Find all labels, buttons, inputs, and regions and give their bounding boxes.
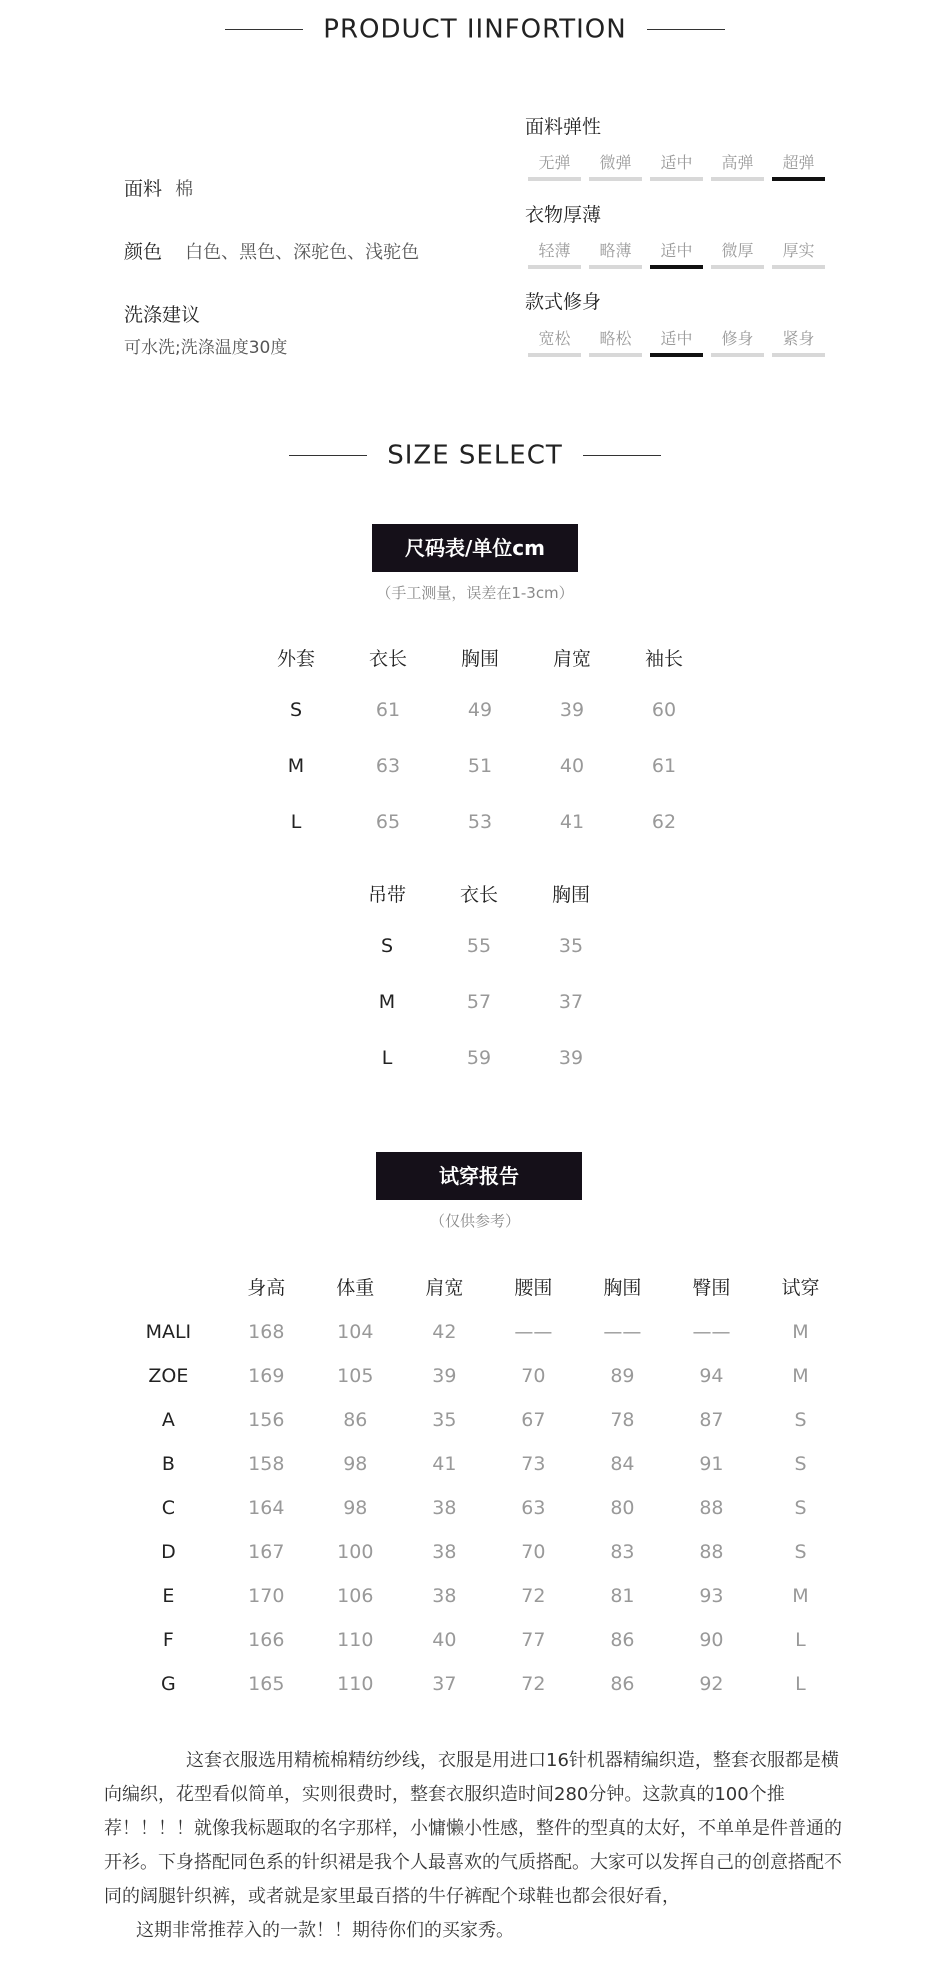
coat-size-table — [250, 632, 710, 850]
fit-scale — [528, 326, 833, 357]
fabric-value: 棉 — [175, 179, 194, 200]
table-cell: 39 — [432, 1365, 457, 1387]
fit-report-badge: 试穿报告 — [376, 1152, 582, 1200]
table-cell: 89 — [610, 1365, 635, 1387]
table-cell: 57 — [466, 991, 492, 1013]
table-cell: 62 — [651, 811, 677, 833]
table-row — [115, 1486, 845, 1530]
table-cell: 156 — [248, 1409, 285, 1431]
thickness-scale — [528, 238, 833, 269]
table-header-row — [250, 632, 710, 682]
table-cell: 169 — [248, 1365, 285, 1387]
table-cell: M — [792, 1365, 809, 1387]
table-row — [341, 1030, 617, 1086]
table-cell: 38 — [432, 1497, 457, 1519]
scale-option — [589, 150, 642, 181]
size-chart-note: （手工测量，误差在1-3cm） — [376, 584, 574, 602]
scale-option — [589, 238, 642, 269]
scale-option — [711, 238, 764, 269]
table-cell: 55 — [466, 935, 492, 957]
title-rule-left — [225, 29, 303, 30]
scale-bar — [711, 353, 764, 357]
table-cell: S — [794, 1497, 807, 1519]
column-header: 身高 — [247, 1276, 286, 1299]
table-row — [341, 918, 617, 974]
table-cell: 165 — [248, 1673, 285, 1695]
size-chart-badge: 尺码表/单位cm — [372, 524, 578, 572]
scale-option — [650, 150, 703, 181]
table-cell: 39 — [559, 699, 585, 721]
table-row — [115, 1354, 845, 1398]
scale-option-label: 无弹 — [538, 153, 571, 172]
scale-bar — [711, 177, 764, 181]
column-header: 外套 — [276, 647, 315, 670]
scale-option — [772, 238, 825, 269]
scale-option-label: 略松 — [599, 329, 632, 348]
table-row — [250, 738, 710, 794]
column-header: 衣长 — [459, 883, 498, 906]
scale-option — [772, 150, 825, 181]
table-cell: 72 — [521, 1585, 546, 1607]
scale-option-label: 高弹 — [721, 153, 754, 172]
table-cell: 88 — [699, 1541, 724, 1563]
table-row — [115, 1442, 845, 1486]
column-header: 胸围 — [460, 647, 499, 670]
table-cell: 59 — [466, 1047, 492, 1069]
scale-bar — [772, 353, 825, 357]
attr-title-thickness: 衣物厚薄 — [525, 204, 602, 226]
column-header: 胸围 — [603, 1276, 642, 1299]
color-value: 白色、黑色、深驼色、浅驼色 — [185, 242, 420, 263]
table-cell: 100 — [337, 1541, 374, 1563]
scale-bar — [589, 177, 642, 181]
scale-option-label: 宽松 — [538, 329, 571, 348]
scale-option — [772, 326, 825, 357]
scale-bar-selected — [650, 353, 703, 357]
scale-option — [528, 238, 581, 269]
table-cell: 40 — [432, 1629, 457, 1651]
size-select-title: SIZE SELECT — [0, 440, 950, 471]
scale-option — [711, 150, 764, 181]
table-row — [250, 794, 710, 850]
title-rule-right — [647, 29, 725, 30]
title-rule-left — [289, 455, 367, 456]
table-cell: 86 — [610, 1629, 635, 1651]
attr-title-fit: 款式修身 — [525, 291, 602, 313]
table-row — [115, 1662, 845, 1706]
table-cell: 106 — [337, 1585, 374, 1607]
table-cell: 78 — [610, 1409, 635, 1431]
product-info-title: PRODUCT IINFORTION — [0, 14, 950, 45]
row-label: A — [161, 1409, 175, 1431]
table-cell: 38 — [432, 1541, 457, 1563]
scale-option — [589, 326, 642, 357]
table-cell: 41 — [432, 1453, 457, 1475]
product-description — [104, 1744, 846, 1948]
table-cell: 61 — [375, 699, 401, 721]
attr-title-elasticity: 面料弹性 — [525, 116, 602, 138]
table-cell: 49 — [467, 699, 493, 721]
column-header: 衣长 — [368, 647, 407, 670]
scale-option-label: 厚实 — [782, 241, 815, 260]
table-cell: 63 — [375, 755, 401, 777]
table-cell: 39 — [558, 1047, 584, 1069]
table-cell: 67 — [521, 1409, 546, 1431]
table-cell: 90 — [699, 1629, 724, 1651]
column-header: 试穿 — [781, 1276, 820, 1299]
row-label: C — [161, 1497, 176, 1519]
table-cell: 65 — [375, 811, 401, 833]
row-label: MALI — [145, 1321, 192, 1343]
column-header: 胸围 — [551, 883, 590, 906]
table-cell: 38 — [432, 1585, 457, 1607]
row-label: S — [289, 699, 303, 721]
row-label: L — [381, 1047, 393, 1069]
table-header-row — [115, 1262, 845, 1310]
table-cell: 37 — [432, 1673, 457, 1695]
table-cell: —— — [692, 1321, 731, 1343]
table-cell: 42 — [432, 1321, 457, 1343]
table-cell: 70 — [521, 1365, 546, 1387]
table-cell: 51 — [467, 755, 493, 777]
table-cell: 98 — [343, 1497, 368, 1519]
column-header: 臀围 — [692, 1276, 731, 1299]
column-header: 腰围 — [514, 1276, 553, 1299]
color-label: 颜色 — [124, 241, 163, 263]
table-cell: S — [794, 1453, 807, 1475]
table-cell: 70 — [521, 1541, 546, 1563]
scale-option — [528, 326, 581, 357]
scale-option-label: 轻薄 — [538, 241, 571, 260]
scale-option — [528, 150, 581, 181]
wash-value: 可水洗;洗涤温度30度 — [124, 338, 288, 358]
table-cell: 40 — [559, 755, 585, 777]
table-cell: 35 — [432, 1409, 457, 1431]
column-header: 肩宽 — [552, 647, 591, 670]
scale-bar — [589, 353, 642, 357]
scale-bar — [528, 177, 581, 181]
scale-bar — [711, 265, 764, 269]
row-label: M — [287, 755, 305, 777]
table-cell: L — [795, 1629, 806, 1651]
table-cell: 88 — [699, 1497, 724, 1519]
scale-bar — [589, 265, 642, 269]
table-header-row — [341, 868, 617, 918]
table-cell: 72 — [521, 1673, 546, 1695]
title-rule-right — [583, 455, 661, 456]
scale-bar-selected — [772, 177, 825, 181]
table-cell: 83 — [610, 1541, 635, 1563]
scale-option-label: 超弹 — [782, 153, 815, 172]
table-cell: 87 — [699, 1409, 724, 1431]
scale-option-label: 适中 — [660, 153, 693, 172]
table-cell: 61 — [651, 755, 677, 777]
table-row — [115, 1618, 845, 1662]
scale-bar-selected — [650, 265, 703, 269]
table-cell: 105 — [337, 1365, 374, 1387]
table-cell: 35 — [558, 935, 584, 957]
table-cell: —— — [514, 1321, 553, 1343]
table-cell: 110 — [337, 1673, 374, 1695]
description-closing: 这期非常推荐入的一款！！期待你们的买家秀。 — [136, 1920, 514, 1941]
description-paragraph: 这套衣服选用精梳棉精纺纱线，衣服是用进口16针机器精编织造，整套衣服都是横向编织，花型看似简单，实则很费时，整套衣服织造时间280分钟。这款真的100个推荐！！！！就像我标题取的名字那样，小慵懒小性感，整件的型真的太好，不单单是件普通的开衫。下身搭配同色系的针织裙是我个人最喜欢的气质搭配。大家可以发挥自己的创意搭配不同的阔腿针织裤，或者就是家里最百搭的牛仔裤配个球鞋也都会很好看， — [104, 1750, 842, 1907]
table-cell: 170 — [248, 1585, 285, 1607]
table-cell: 60 — [651, 699, 677, 721]
table-cell: 84 — [610, 1453, 635, 1475]
table-cell: S — [794, 1541, 807, 1563]
table-cell: 166 — [248, 1629, 285, 1651]
table-cell: 63 — [521, 1497, 546, 1519]
table-cell: 37 — [558, 991, 584, 1013]
row-label: B — [161, 1453, 175, 1475]
scale-option-label: 紧身 — [782, 329, 815, 348]
scale-option — [711, 326, 764, 357]
column-header: 体重 — [336, 1276, 375, 1299]
table-cell: 98 — [343, 1453, 368, 1475]
row-label: E — [162, 1585, 175, 1607]
fit-report-table — [115, 1262, 845, 1706]
table-cell: 110 — [337, 1629, 374, 1651]
scale-option-label: 微弹 — [599, 153, 632, 172]
row-label: F — [162, 1629, 174, 1651]
wash-row — [124, 300, 287, 358]
scale-option-label: 适中 — [660, 329, 693, 348]
table-cell: 80 — [610, 1497, 635, 1519]
column-header: 肩宽 — [425, 1276, 464, 1299]
table-cell: 167 — [248, 1541, 285, 1563]
scale-bar — [528, 265, 581, 269]
scale-bar — [650, 177, 703, 181]
scale-bar — [772, 265, 825, 269]
table-cell: 91 — [699, 1453, 724, 1475]
table-cell: 73 — [521, 1453, 546, 1475]
table-cell: 168 — [248, 1321, 285, 1343]
fit-report-note: （仅供参考） — [429, 1212, 520, 1230]
scale-option-label: 微厚 — [721, 241, 754, 260]
table-row — [115, 1530, 845, 1574]
row-label: ZOE — [148, 1365, 189, 1387]
table-cell: M — [792, 1585, 809, 1607]
table-cell: 77 — [521, 1629, 546, 1651]
table-row — [115, 1574, 845, 1618]
row-label: L — [290, 811, 302, 833]
row-label: D — [161, 1541, 176, 1563]
fabric-label: 面料 — [124, 178, 163, 200]
scale-option-label: 略薄 — [599, 241, 632, 260]
table-cell: 81 — [610, 1585, 635, 1607]
table-cell: 94 — [699, 1365, 724, 1387]
table-row — [115, 1398, 845, 1442]
table-row — [115, 1310, 845, 1354]
strap-size-table — [341, 868, 617, 1086]
table-cell: 164 — [248, 1497, 285, 1519]
column-header — [115, 1262, 222, 1310]
table-cell: 158 — [248, 1453, 285, 1475]
color-row — [124, 237, 419, 264]
table-cell: —— — [603, 1321, 642, 1343]
fabric-row — [124, 174, 193, 201]
table-cell: M — [792, 1321, 809, 1343]
row-label: S — [380, 935, 394, 957]
scale-option-label: 修身 — [721, 329, 754, 348]
table-cell: 86 — [610, 1673, 635, 1695]
table-row — [341, 974, 617, 1030]
table-cell: 93 — [699, 1585, 724, 1607]
table-cell: 104 — [337, 1321, 374, 1343]
scale-bar — [528, 353, 581, 357]
column-header: 吊带 — [367, 883, 406, 906]
scale-option — [650, 238, 703, 269]
table-cell: 86 — [343, 1409, 368, 1431]
scale-option — [650, 326, 703, 357]
elasticity-scale — [528, 150, 833, 181]
table-cell: S — [794, 1409, 807, 1431]
row-label: M — [378, 991, 396, 1013]
table-cell: 53 — [467, 811, 493, 833]
row-label: G — [161, 1673, 176, 1695]
scale-option-label: 适中 — [660, 241, 693, 260]
column-header: 袖长 — [644, 647, 683, 670]
table-row — [250, 682, 710, 738]
table-cell: 92 — [699, 1673, 724, 1695]
table-cell: 41 — [559, 811, 585, 833]
wash-label: 洗涤建议 — [124, 304, 201, 326]
table-cell: L — [795, 1673, 806, 1695]
